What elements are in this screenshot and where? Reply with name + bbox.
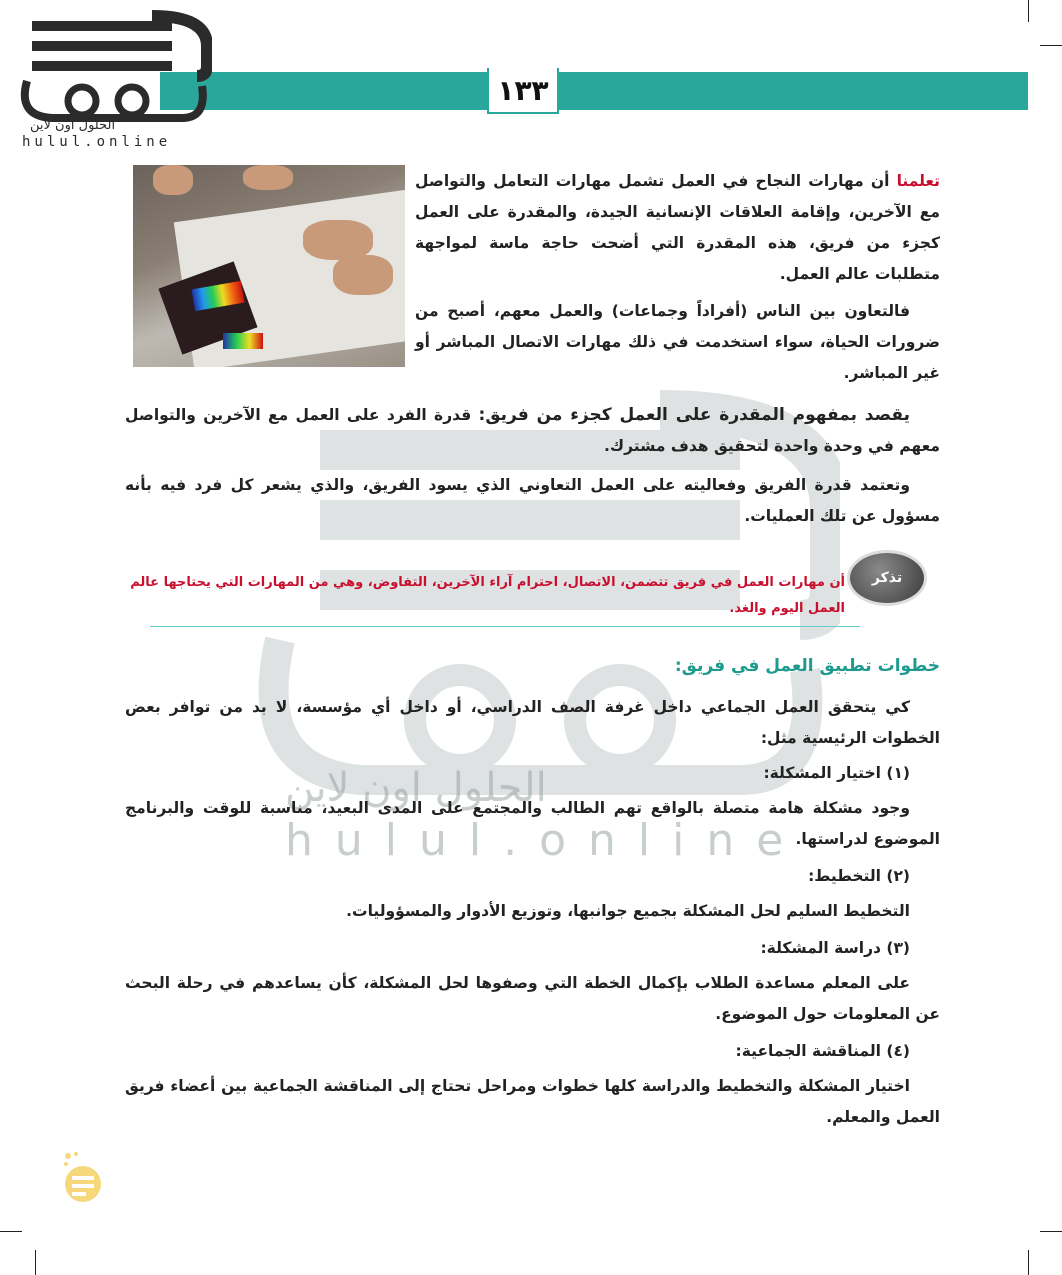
step-body: اختيار المشكلة والتخطيط والدراسة كلها خطوات ومراحل تحتاج إلى المناقشة الجماعية بين أعضاء فريق العمل والمعلم.: [125, 1077, 940, 1126]
step-body: التخطيط السليم لحل المشكلة بجميع جوانبها، وتوزيع الأدوار والمسؤوليات.: [346, 902, 910, 920]
intro-lead: تعلمنا: [896, 172, 940, 190]
step-body: على المعلم مساعدة الطلاب بإكمال الخطة التي وصفوها لحل المشكلة، كأن يساعدهم في رحلة البحث عن المعلومات حول الموضوع.: [125, 974, 940, 1023]
crop-mark: [1040, 1231, 1062, 1232]
steps-intro: كي يتحقق العمل الجماعي داخل غرفة الصف الدراسي، أو داخل أي مؤسسة، لا بد من توافر بعض الخطوات الرئيسية مثل:: [125, 698, 940, 747]
page-number: ١٣٣: [487, 68, 559, 114]
step-heading: (١) اختيار المشكلة:: [763, 764, 910, 782]
teamwork-photo: [133, 165, 405, 367]
team-dependence-paragraph: وتعتمد قدرة الفريق وفعاليته على العمل التعاوني الذي يسود الفريق، والذي يشعر كل فرد فيه بأنه مسؤول عن تلك العمليات.: [125, 476, 940, 525]
logo-subtitle: الحلول اون لاين: [30, 118, 116, 133]
book-corner-icon: [60, 1150, 106, 1206]
remember-text: أن مهارات العمل في فريق تتضمن، الاتصال، احترام آراء الآخرين، التفاوض، وهي من المهارات التي يحتاجها عالم العمل اليوم والغد.: [130, 575, 845, 616]
intro-block: [415, 166, 940, 389]
step-body: وجود مشكلة هامة متصلة بالواقع تهم الطالب والمجتمع على المدى البعيد، مناسبة للوقت والبرنامج الموضوع لدراستها.: [125, 799, 940, 848]
watermark-url: hulul.online: [285, 815, 806, 866]
crop-mark: [1028, 0, 1029, 22]
step-heading: (٤) المناقشة الجماعية:: [735, 1042, 910, 1060]
crop-mark: [0, 1231, 22, 1232]
header-bar: [160, 72, 1028, 110]
steps-block: [125, 692, 940, 1133]
intro-paragraph-1: [415, 166, 940, 290]
intro-text: أن مهارات النجاح في العمل تشمل مهارات التعامل والتواصل مع الآخرين، وإقامة العلاقات الإنسانية الجيدة، والمقدرة على العمل كجزء من فريق، هذه المقدرة التي أضحت حاجة ماسة لمواجهة متطلبات عالم العمل.: [415, 172, 940, 283]
step-heading: (٣) دراسة المشكلة:: [760, 939, 910, 957]
watermark-subtitle: الحلول اون لاين: [285, 765, 547, 811]
logo-url: hulul.online: [22, 134, 172, 150]
steps-title: خطوات تطبيق العمل في فريق:: [674, 656, 940, 676]
crop-mark: [1028, 1250, 1029, 1275]
crop-mark: [35, 1250, 36, 1275]
step-heading: (٢) التخطيط:: [808, 867, 910, 885]
definition-body: قدرة الفرد على العمل مع الآخرين والتواصل معهم في وحدة واحدة لتحقيق هدف مشترك.: [125, 406, 940, 455]
definition-block: [125, 400, 940, 532]
crop-mark: [1040, 45, 1062, 46]
remember-divider: [150, 626, 860, 627]
definition-term: يقصد بمفهوم المقدرة على العمل كجزء من فريق:: [478, 405, 910, 425]
remember-icon: تذكر: [850, 553, 924, 603]
intro-paragraph-2: فالتعاون بين الناس (أفراداً وجماعات) والعمل معهم، أصبح من ضرورات الحياة، سواء استخدمت في ذلك مهارات الاتصال المباشر أو غير المباشر.: [415, 302, 940, 382]
